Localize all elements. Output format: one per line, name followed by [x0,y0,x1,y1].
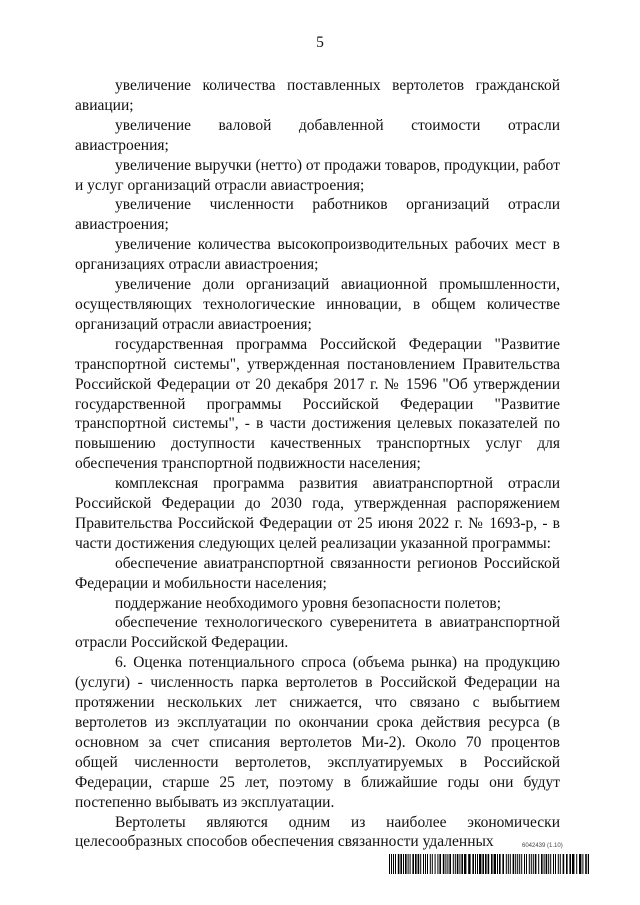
barcode-bar [461,854,463,874]
barcode-bar [544,854,545,874]
barcode-bar [579,854,581,874]
barcode-bar [479,854,481,874]
barcode-bar [569,854,571,874]
paragraph: увеличение доли организаций авиационной промышленности, осуществляющих технологические инновации, в общем количестве организаций отрасли авиастроения; [75,276,560,333]
barcode-bar [468,854,470,874]
barcode-bar [524,854,525,874]
barcode-bar [548,854,549,874]
barcode-bar [519,854,520,874]
barcode-bar [445,854,446,874]
barcode-bar [582,854,583,874]
barcode-bar [494,854,496,874]
barcode-bar [482,854,484,874]
barcode-bar [566,854,568,874]
barcode-bar [517,854,518,874]
barcode-bar [475,854,476,874]
paragraph: увеличение выручки (нетто) от продажи товаров, продукции, работ и услуг организаций отрасли авиастроения; [75,156,560,194]
barcode-bar [405,854,407,874]
barcode-bar [531,854,532,874]
barcode-bar [538,854,539,874]
paragraph: обеспечение технологического суверенитета в авиатранспортной отрасли Российской Федерации. [75,614,560,652]
paragraph: увеличение валовой добавленной стоимости отрасли авиастроения; [75,116,560,154]
barcode-bar [499,854,501,874]
barcode-bar [502,854,504,874]
barcode-bar [449,854,451,874]
barcode-bar [576,854,577,874]
barcode-bar [432,854,433,874]
barcode-bar [513,854,515,874]
barcode-bar [410,854,411,874]
barcode-bar [555,854,556,874]
barcode-bar [389,854,390,874]
barcode-bar [393,854,394,874]
barcode-bar [526,854,527,874]
barcode-bar [563,854,565,874]
barcode-bar [485,854,487,874]
paragraph: 6. Оценка потенциального спроса (объема рынка) на продукцию (услуги) - численность парка вертолетов в Российской Федерации на протяжении нескольких лет снижается, что связано с выбытием вертолетов из эксплуатации по окончании срока действия ресурса (в основном за счет списания вертолетов Ми-2). Около 70 процентов общей численности вертолетов, эксплуатируемых в Российской Федерации, старше 25 лет, поэтому в ближайшие годы они будут постепенно выбывать из эксплуатации. [75,654,560,811]
barcode-bar [585,854,587,874]
barcode-bar [457,854,459,874]
paragraph: Вертолеты являются одним из наиболее экономически целесообразных способов обеспечения связанности удаленных [75,813,560,851]
barcode-bar [535,854,537,874]
barcode-bar [403,854,404,874]
barcode-bar [400,854,402,874]
barcode-bar [529,854,530,874]
barcode-bar [572,854,574,874]
page-number: 5 [316,34,324,51]
barcode-bar [541,854,543,874]
barcode-bar [447,854,448,874]
barcode-bar [443,854,445,874]
barcode-bar [560,854,561,874]
barcode-bar [508,854,509,874]
barcode-bar [398,854,400,874]
paragraph: увеличение количества высокопроизводительных рабочих мест в организациях отрасли авиастроения; [75,236,560,274]
barcode-bar [427,854,428,874]
barcode-bar [521,854,522,874]
barcode-bar [588,854,589,874]
barcode-bar [408,854,409,874]
barcode-bar [439,854,441,874]
barcode [389,854,589,874]
barcode-bar [506,854,507,874]
barcode-bar [430,854,431,874]
document-code: 6042439 (1.10) [522,843,563,849]
paragraph: увеличение численности работников организаций отрасли авиастроения; [75,196,560,234]
paragraph: поддержание необходимого уровня безопасности полетов; [115,594,502,612]
barcode-bar [435,854,436,874]
barcode-bar [558,854,559,874]
barcode-bar [412,854,414,874]
barcode-bar [472,854,474,874]
barcode-bar [423,854,424,874]
barcode-bar [477,854,478,874]
barcode-bar [546,854,548,874]
barcode-bar [497,854,498,874]
paragraph: обеспечение авиатранспортной связанности регионов Российской Федерации и мобильности населения; [75,554,560,592]
paragraph: комплексная программа развития авиатранспортной отрасли Российской Федерации до 2030 года, утвержденная распоряжением Правительства Российской Федерации от 25 июня 2022 г. № 1693-р, - в части достижения следующих целей реализации указанной программы: [75,475,560,552]
barcode-bar [420,854,421,874]
barcode-bar [553,854,554,874]
barcode-bar [391,854,392,874]
document-body [75,76,560,852]
barcode-bar [418,854,420,874]
barcode-bar [533,854,534,874]
barcode-bar [459,854,460,874]
paragraph: государственная программа Российской Федерации "Развитие транспортной системы", утвержденная постановлением Правительства Российской Федерации от 20 декабря 2017 г. № 1596 "Об утверждении государственной программы Российской Федерации "Развитие транспортной системы", - в части достижения целевых показателей по повышению доступности качественных транспортных услуг для обеспечения транспортной подвижности населения; [75,335,560,473]
barcode-bar [464,854,466,874]
barcode-bar [425,854,426,874]
barcode-bar [455,854,456,874]
barcode-bar [453,854,454,874]
barcode-bar [437,854,438,874]
barcode-bar [395,854,396,874]
barcode-bar [515,854,516,874]
paragraph: увеличение количества поставленных вертолетов гражданской авиации; [75,77,560,114]
barcode-bar [510,854,511,874]
barcode-bar [491,854,493,874]
barcode-bar [488,854,490,874]
barcode-bar [415,854,417,874]
barcode-bar [550,854,551,874]
